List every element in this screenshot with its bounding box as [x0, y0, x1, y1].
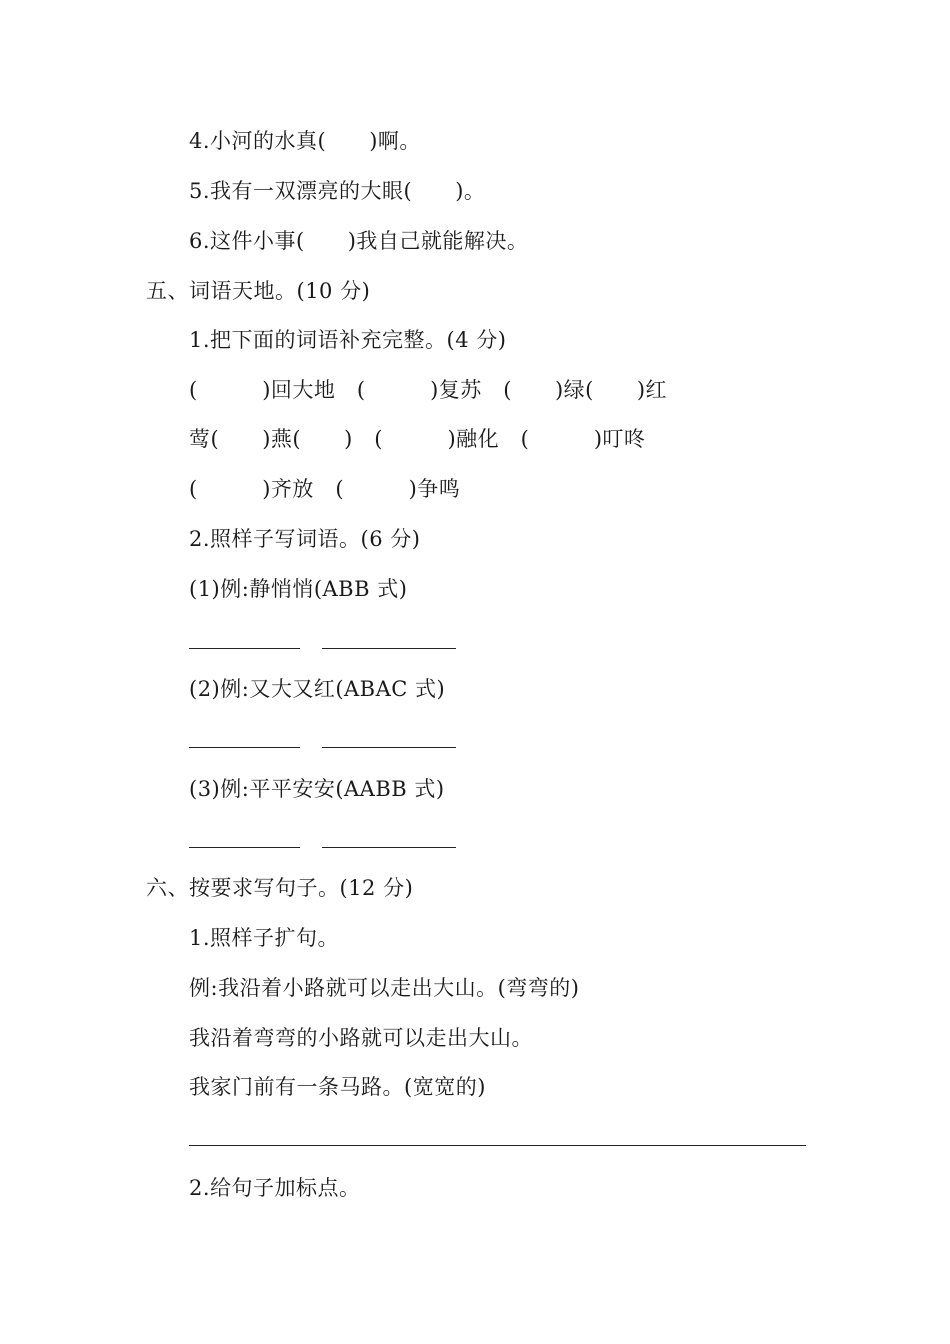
question-5-sentence: 5.我有一双漂亮的大眼( )。 [189, 179, 486, 203]
question-4-sentence: 4.小河的水真( )啊。 [189, 129, 421, 153]
question-6-sentence: 6.这件小事( )我自己就能解决。 [189, 229, 529, 253]
answer-line-abac-2[interactable] [322, 747, 456, 748]
answer-line-aabb-1[interactable] [189, 847, 300, 848]
section-six-heading: 六、按要求写句子。(12 分) [146, 876, 414, 900]
expand-sentence-answer-line[interactable] [189, 1145, 806, 1146]
section-five-part1-title: 1.把下面的词语补充完整。(4 分) [189, 328, 507, 352]
example-aabb: (3)例:平平安安(AABB 式) [189, 777, 445, 801]
section-five-heading: 五、词语天地。(10 分) [146, 279, 371, 303]
answer-line-abb-1[interactable] [189, 648, 300, 649]
section-six-part1-title: 1.照样子扩句。 [189, 926, 340, 950]
answer-line-abac-1[interactable] [189, 747, 300, 748]
expand-sentence-example-answer: 我沿着弯弯的小路就可以走出大山。 [189, 1026, 533, 1050]
answer-line-abb-2[interactable] [322, 648, 456, 649]
answer-line-aabb-2[interactable] [322, 847, 456, 848]
section-five-part2-title: 2.照样子写词语。(6 分) [189, 527, 421, 551]
example-abb: (1)例:静悄悄(ABB 式) [189, 577, 408, 601]
word-fill-row-2: 莺( )燕( ) ( )融化 ( )叮咚 [189, 427, 646, 451]
expand-sentence-example: 例:我沿着小路就可以走出大山。(弯弯的) [189, 976, 580, 1000]
example-abac: (2)例:又大又红(ABAC 式) [189, 677, 446, 701]
word-fill-row-3: ( )齐放 ( )争鸣 [189, 477, 461, 501]
expand-sentence-task: 我家门前有一条马路。(宽宽的) [189, 1075, 486, 1099]
word-fill-row-1: ( )回大地 ( )复苏 ( )绿( )红 [189, 378, 668, 402]
section-six-part2-title: 2.给句子加标点。 [189, 1176, 361, 1200]
